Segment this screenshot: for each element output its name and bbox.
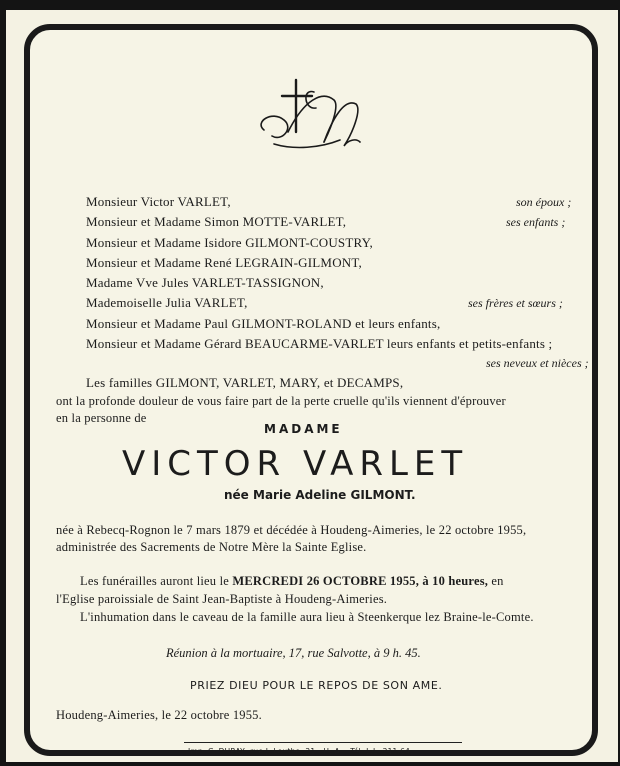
family-line-10: Les familles GILMONT, VARLET, MARY, et DECAMPS, bbox=[86, 375, 404, 390]
intro-line-2: en la personne de bbox=[56, 411, 147, 425]
reunion-line: Réunion à la mortuaire, 17, rue Salvotte, à 9 h. 45. bbox=[166, 646, 421, 660]
relation-label-6: ses frères et sœurs ; bbox=[468, 296, 563, 310]
details-line-2: administrée des Sacrements de Notre Mère la Sainte Eglise. bbox=[56, 540, 367, 554]
family-line-8: Monsieur et Madame Gérard BEAUCARME-VARLET leurs enfants et petits-enfants ; bbox=[86, 336, 553, 351]
prayer-line: PRIEZ DIEU POUR LE REPOS DE SON AME. bbox=[190, 679, 443, 692]
place-date: Houdeng-Aimeries, le 22 octobre 1955. bbox=[56, 708, 262, 722]
cross-monogram-icon bbox=[244, 70, 364, 160]
funeral-datetime: MERCREDI 26 OCTOBRE 1955, à 10 heures, bbox=[232, 574, 489, 588]
funeral-line-3: L'inhumation dans le caveau de la famille aura lieu à Steenkerque lez Braine-le-Comte. bbox=[80, 610, 534, 624]
family-line-2: Monsieur et Madame Simon MOTTE-VARLET, bbox=[86, 214, 347, 229]
deceased-title: MADAME bbox=[264, 422, 343, 436]
mourning-card bbox=[6, 10, 618, 762]
intro-line-1: ont la profonde douleur de vous faire part de la perte cruelle qu'ils viennent d'éprouver bbox=[56, 394, 506, 408]
family-line-1: Monsieur Victor VARLET, bbox=[86, 194, 231, 209]
printer-imprint: Imp. C. DURAY, rue J. Louthe, 21 - H.-A. - Tél. L.L. 211.64. bbox=[188, 747, 413, 756]
details-line-1: née à Rebecq-Rognon le 7 mars 1879 et décédée à Houdeng-Aimeries, le 22 octobre 1955, bbox=[56, 523, 527, 537]
relation-label-1: son époux ; bbox=[516, 195, 572, 209]
family-line-7: Monsieur et Madame Paul GILMONT-ROLAND et leurs enfants, bbox=[86, 316, 441, 331]
funeral-line-1 bbox=[80, 574, 504, 589]
relation-label-2: ses enfants ; bbox=[506, 215, 566, 229]
relation-label-9: ses neveux et nièces ; bbox=[486, 356, 589, 370]
family-line-4: Monsieur et Madame René LEGRAIN-GILMONT, bbox=[86, 255, 362, 270]
family-line-5: Madame Vve Jules VARLET-TASSIGNON, bbox=[86, 275, 324, 290]
imprint-rule bbox=[184, 742, 462, 743]
funeral-prefix: Les funérailles auront lieu le bbox=[80, 574, 233, 588]
family-line-3: Monsieur et Madame Isidore GILMONT-COUSTRY, bbox=[86, 235, 373, 250]
funeral-suffix: en bbox=[488, 574, 504, 588]
deceased-name: VICTOR VARLET bbox=[122, 444, 469, 484]
funeral-line-2: l'Eglise paroissiale de Saint Jean-Baptiste à Houdeng-Aimeries. bbox=[56, 592, 388, 606]
deceased-birth-name: née Marie Adeline GILMONT. bbox=[224, 488, 416, 502]
family-line-6: Mademoiselle Julia VARLET, bbox=[86, 295, 248, 310]
